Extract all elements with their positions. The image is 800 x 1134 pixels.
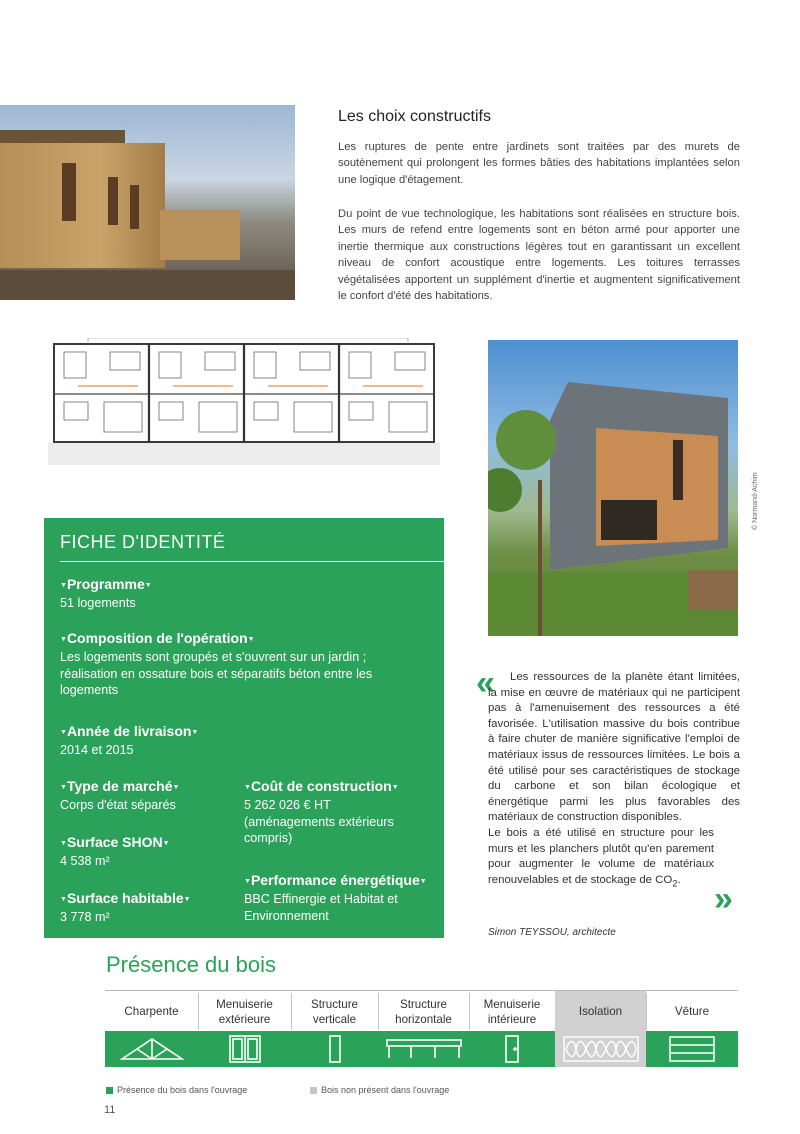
annee-value: 2014 et 2015 [60, 743, 134, 757]
insulation-icon [555, 1031, 646, 1067]
fiche-identite-box [44, 518, 444, 938]
building-photo-right [488, 340, 738, 636]
marche-value: Corps d'état séparés [60, 798, 176, 812]
col-veture: Vêture [674, 1005, 710, 1018]
legend-green-swatch [106, 1087, 113, 1094]
quote-text-part2-wrap [488, 826, 740, 892]
composition-label: Composition de l'opération [66, 630, 248, 646]
paragraph-murets: Les ruptures de pente entre jardinets sont traitées par des murets de soutènement qui prolongent les formes bâties des habitations implantées selon une logique d'étagement. [338, 141, 740, 186]
quote-text-end: . [677, 873, 681, 886]
fiche-title: FICHE D'IDENTITÉ [60, 532, 226, 552]
floor-plan-drawing [48, 338, 440, 465]
roof-truss-icon [105, 1031, 198, 1067]
annee-heading: ▼Année de livraison▼ [60, 723, 199, 739]
composition-heading: ▼Composition de l'opération▼ [60, 630, 255, 646]
quote-text-part2: Le bois a été utilisé en structure pour les murs et les planchers plutôt qu'en parement pour augmenter le volume de matériaux renouvelables et de stockage de CO [488, 826, 714, 886]
col-structure-verticale: Structure verticale [310, 997, 359, 1026]
habitable-heading: ▼Surface habitable▼ [60, 890, 191, 906]
quote-open-mark: « [476, 664, 495, 702]
section-title: Les choix constructifs [338, 108, 491, 125]
annee-label: Année de livraison [66, 723, 192, 739]
cout-heading: ▼Coût de construction▼ [244, 778, 399, 794]
page-number: 11 [104, 1104, 116, 1116]
presence-title: Présence du bois [106, 952, 276, 977]
col-menuiserie-exterieure: Menuiserie extérieure [216, 997, 273, 1026]
perf-value: BBC Effinergie et Habitat et Environnement [244, 892, 398, 923]
col-isolation: Isolation [555, 991, 646, 1032]
co2-subscript: 2 [672, 878, 678, 889]
shon-heading: ▼Surface SHON▼ [60, 834, 170, 850]
presence-header-row [105, 990, 738, 1032]
door-icon [469, 1031, 555, 1067]
marche-label: Type de marché [66, 778, 173, 794]
shon-value: 4 538 m² [60, 854, 110, 868]
fiche-divider [60, 561, 444, 562]
legend-absent: Bois non présent dans l'ouvrage [321, 1085, 450, 1095]
cladding-icon [646, 1031, 738, 1067]
legend-present: Présence du bois dans l'ouvrage [117, 1085, 248, 1095]
quote-text-part1: Les ressources de la planète étant limitées, la mise en œuvre de matériaux qui ne participent pas à l'amenuisement des ressources a été favorisée. L'utilisation massive du bois contribue à faire chuter de manière significative l'emploi de matériaux issus de ressources limitées. Le bois a été utilisé pour ses caractéristiques de stockage du carbone et son bilan écologique et énergétique parmi les plus favorables des matériaux de construction disponibles. [488, 671, 740, 824]
programme-heading: ▼Programme▼ [60, 576, 152, 592]
quote-close-mark: » [714, 880, 733, 918]
col-structure-horizontale: Structure horizontale [395, 997, 452, 1026]
paragraph-technologique: Du point de vue technologique, les habitations sont réalisées en structure bois. Les murs de refend entre logements sont en béton armé pour apporter une inertie thermique aux constructions légères tout en garantissant un excellent niveau de confort acoustique entre logements. Les toitures terrasses végétalisées apportent un supplément d'inertie et augmentent significativement le confort d'été des habitations. [338, 208, 740, 303]
legend-gray-swatch [310, 1087, 317, 1094]
column-icon [291, 1031, 378, 1067]
photo-credit: © Normand-Achim [752, 472, 759, 530]
perf-label: Performance énergétique [250, 872, 420, 888]
window-icon [198, 1031, 291, 1067]
habitable-value: 3 778 m² [60, 910, 110, 924]
presence-icon-row [105, 1031, 738, 1067]
composition-value: Les logements sont groupés et s'ouvrent sur un jardin ; réalisation en ossature bois et séparatifs béton entre les logements [60, 650, 373, 697]
shon-label: Surface SHON [66, 834, 163, 850]
col-menuiserie-interieure: Menuiserie intérieure [483, 997, 541, 1026]
cout-value: 5 262 026 € HT (aménagements extérieurs compris) [244, 798, 394, 845]
beam-icon [378, 1031, 469, 1067]
col-charpente: Charpente [124, 1005, 179, 1018]
building-photo-top [0, 105, 295, 300]
quote-author: Simon TEYSSOU, architecte [488, 927, 616, 938]
cout-label: Coût de construction [250, 778, 392, 794]
programme-value: 51 logements [60, 596, 136, 610]
habitable-label: Surface habitable [66, 890, 184, 906]
perf-heading: ▼Performance énergétique▼ [244, 872, 427, 888]
programme-label: Programme [66, 576, 145, 592]
marche-heading: ▼Type de marché▼ [60, 778, 180, 794]
architect-quote [488, 670, 740, 892]
